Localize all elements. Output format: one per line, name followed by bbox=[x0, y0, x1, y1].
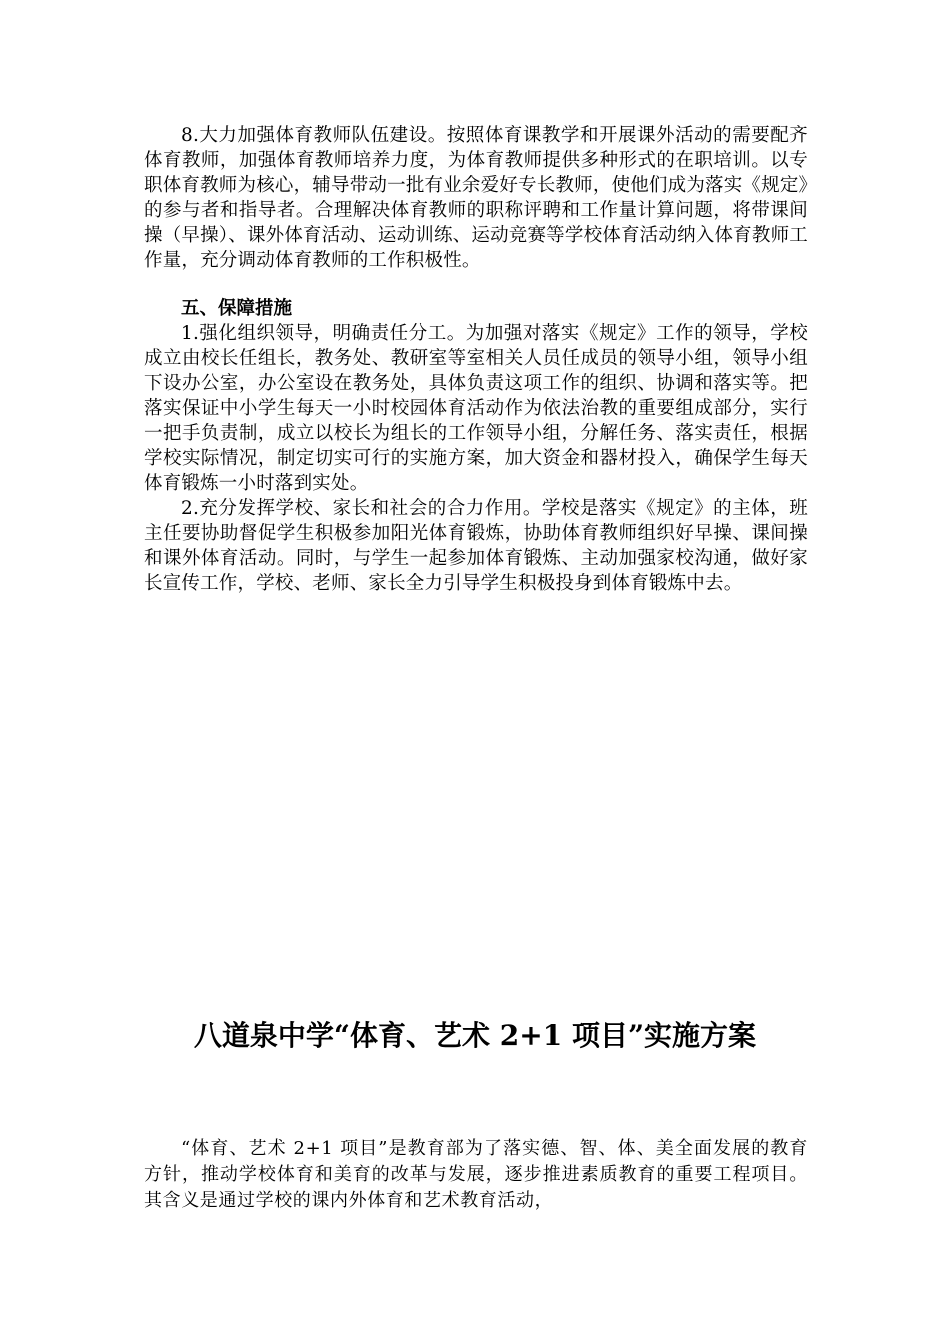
section-heading: 五、保障措施 bbox=[181, 298, 293, 319]
section-safeguard-measures bbox=[144, 296, 808, 596]
paragraph-item-1: 1.强化组织领导，明确责任分工。为加强对落实《规定》工作的领导，学校成立由校长任组长，教务处、教研室等室相关人员任成员的领导小组，领导小组下设办公室，办公室设在教务处，具体负责这项工作的组织、协调和落实等。把落实保证中小学生每天一小时校园体育活动作为依法治教的重要组成部分，实行一把手负责制，成立以校长为组长的工作领导小组，分解任务、落实责任，根据学校实际情况，制定切实可行的实施方案，加大资金和器材投入，确保学生每天体育锻炼一小时落到实处。 bbox=[144, 323, 808, 494]
paragraph-item-2: 2.充分发挥学校、家长和社会的合力作用。学校是落实《规定》的主体，班主任要协助督促学生积极参加阳光体育锻炼，协助体育教师组织好早操、课间操和课外体育活动。同时，与学生一起参加体育锻炼、主动加强家校沟通，做好家长宣传工作，学校、老师、家长全力引导学生积极投身到体育锻炼中去。 bbox=[144, 498, 808, 594]
intro-section bbox=[144, 1136, 808, 1214]
section-teacher-team bbox=[144, 123, 808, 273]
paragraph-item-8: 8.大力加强体育教师队伍建设。按照体育课教学和开展课外活动的需要配齐体育教师，加强体育教师培养力度，为体育教师提供多种形式的在职培训。以专职体育教师为核心，辅导带动一批有业余爱好专长教师，使他们成为落实《规定》的参与者和指导者。合理解决体育教师的职称评聘和工作量计算问题，将带课间操（早操）、课外体育活动、运动训练、运动竞赛等学校体育活动纳入体育教师工作量，充分调动体育教师的工作积极性。 bbox=[144, 125, 808, 271]
document-title: 八道泉中学“体育、艺术 2+1 项目”实施方案 bbox=[193, 1019, 757, 1052]
intro-paragraph: “体育、艺术 2+1 项目”是教育部为了落实德、智、体、美全面发展的教育方针，推动学校体育和美育的改革与发展，逐步推进素质教育的重要工程项目。其含义是通过学校的课内外体育和艺术教育活动， bbox=[144, 1138, 808, 1211]
